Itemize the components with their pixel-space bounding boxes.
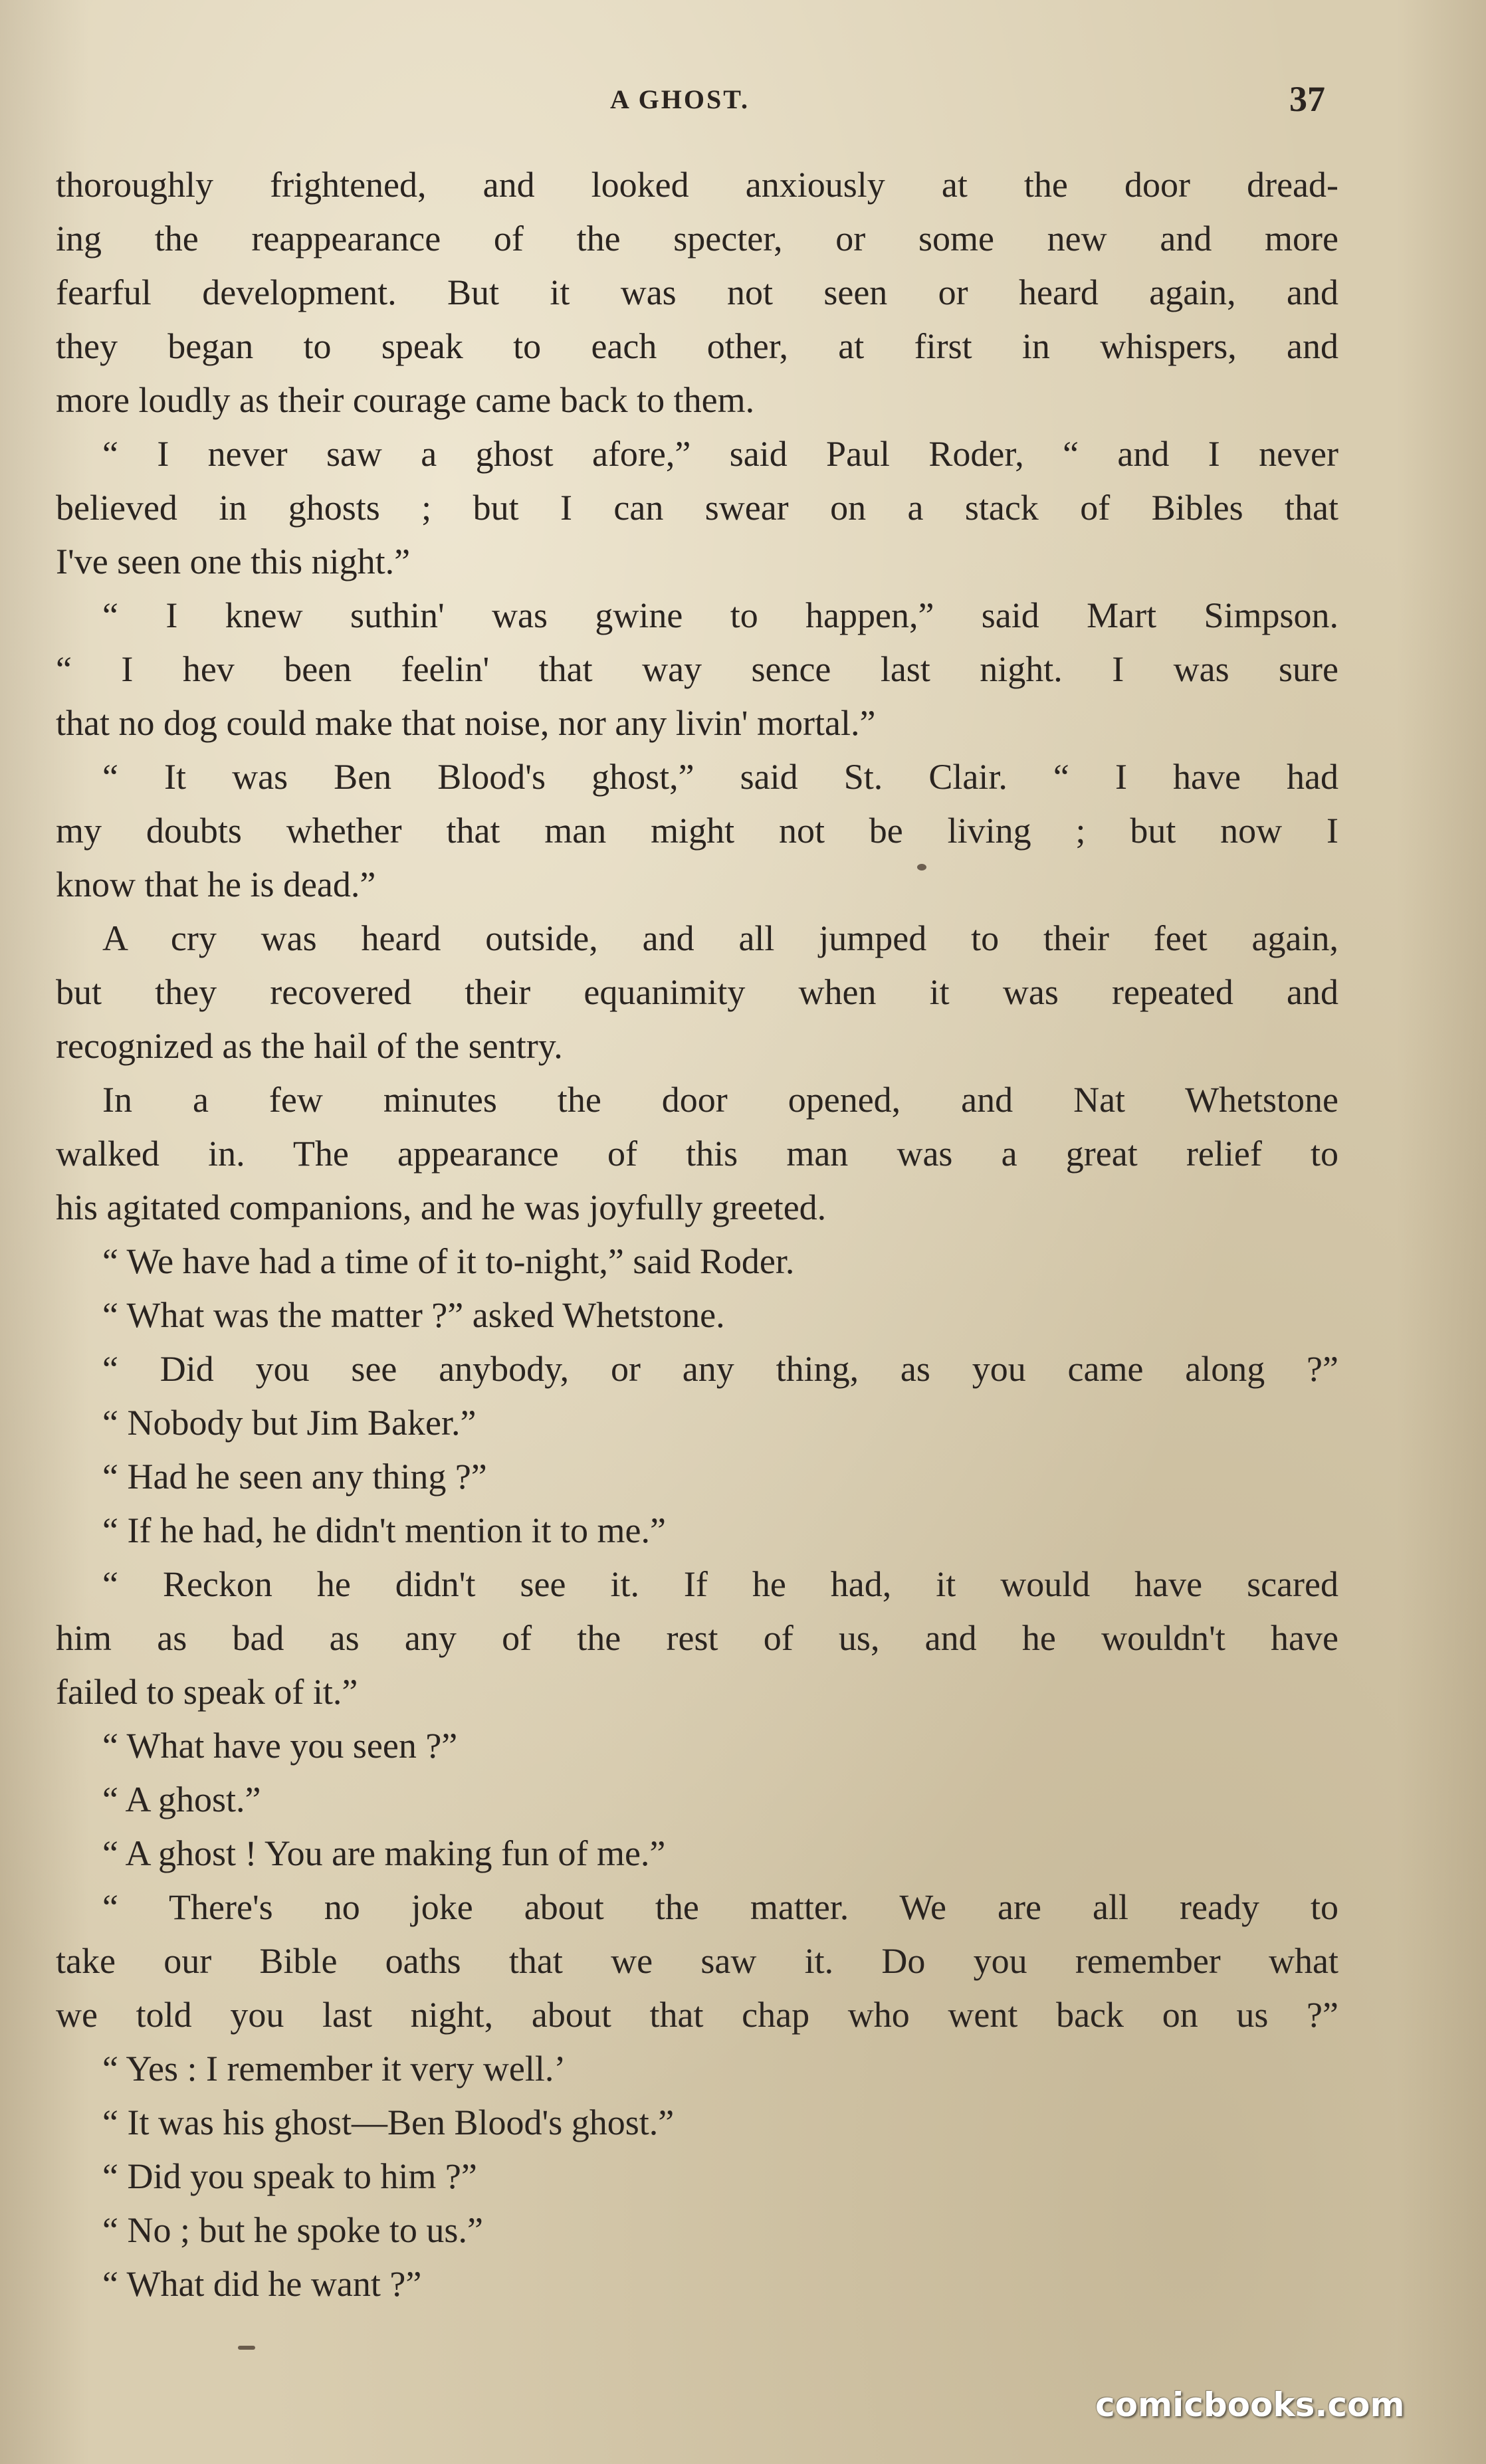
ink-speck <box>917 864 926 871</box>
text-line: they began to speak to each other, at first in whispers, and <box>56 326 1338 366</box>
text-line: “ Reckon he didn't see it. If he had, it would have scared <box>102 1564 1338 1604</box>
text-line: “ A ghost.” <box>102 1780 261 1819</box>
text-line: In a few minutes the door opened, and Nat Whetstone <box>102 1080 1338 1120</box>
text-line: “ There's no joke about the matter. We are all ready to <box>102 1887 1338 1927</box>
text-line: “ I hev been feelin' that way sence last night. I was sure <box>56 649 1338 689</box>
text-line: “ No ; but he spoke to us.” <box>102 2210 483 2250</box>
text-line: “ Had he seen any thing ?” <box>102 1457 487 1496</box>
text-line: “ We have had a time of it to-night,” said Roder. <box>102 1241 795 1281</box>
text-line: believed in ghosts ; but I can swear on a stack of Bibles that <box>56 488 1338 528</box>
text-line: I've seen one this night.” <box>56 542 411 581</box>
text-line: recognized as the hail of the sentry. <box>56 1026 563 1066</box>
text-line: “ What have you seen ?” <box>102 1726 458 1766</box>
text-line: my doubts whether that man might not be living ; but now I <box>56 811 1338 851</box>
text-line: we told you last night, about that chap who went back on us ?” <box>56 1995 1338 2035</box>
text-line: “ Did you see anybody, or any thing, as you came along ?” <box>102 1349 1338 1389</box>
ink-speck <box>238 2346 255 2350</box>
text-line: “ I never saw a ghost afore,” said Paul Roder, “ and I never <box>102 434 1338 474</box>
text-line: take our Bible oaths that we saw it. Do you remember what <box>56 1941 1338 1981</box>
text-line: “ If he had, he didn't mention it to me.” <box>102 1510 666 1550</box>
text-line: “ I knew suthin' was gwine to happen,” said Mart Simpson. <box>102 595 1338 635</box>
text-line: that no dog could make that noise, nor any livin' mortal.” <box>56 703 876 743</box>
text-line: “ Yes : I remember it very well.’ <box>102 2049 566 2089</box>
text-line: “ Nobody but Jim Baker.” <box>102 1403 477 1443</box>
text-line: know that he is dead.” <box>56 865 376 904</box>
text-line: “ What was the matter ?” asked Whetstone. <box>102 1295 725 1335</box>
text-line: ing the reappearance of the specter, or some new and more <box>56 219 1338 258</box>
watermark: comicbooks.com <box>1095 2386 1405 2424</box>
text-line: “ What did he want ?” <box>102 2264 422 2304</box>
text-line: “ It was his ghost—Ben Blood's ghost.” <box>102 2103 675 2142</box>
page-number: 37 <box>1289 79 1325 119</box>
text-line: his agitated companions, and he was joyfully greeted. <box>56 1187 827 1227</box>
text-line: but they recovered their equanimity when it was repeated and <box>56 972 1338 1012</box>
text-line: more loudly as their courage came back to them. <box>56 380 755 420</box>
text-line: “ Did you speak to him ?” <box>102 2156 477 2196</box>
text-line: thoroughly frightened, and looked anxiously at the door dread- <box>56 165 1338 205</box>
running-title: A GHOST. <box>610 84 750 114</box>
text-line: “ A ghost ! You are making fun of me.” <box>102 1833 666 1873</box>
text-line: him as bad as any of the rest of us, and he wouldn't have <box>56 1618 1338 1658</box>
text-line: fearful development. But it was not seen or heard again, and <box>56 272 1338 312</box>
text-line: “ It was Ben Blood's ghost,” said St. Clair. “ I have had <box>102 757 1338 797</box>
text-line: A cry was heard outside, and all jumped to their feet again, <box>102 918 1338 958</box>
text-line: failed to speak of it.” <box>56 1672 358 1712</box>
text-line: walked in. The appearance of this man was a great relief to <box>56 1134 1338 1174</box>
running-head <box>0 78 1486 132</box>
body-text <box>56 158 1338 2311</box>
